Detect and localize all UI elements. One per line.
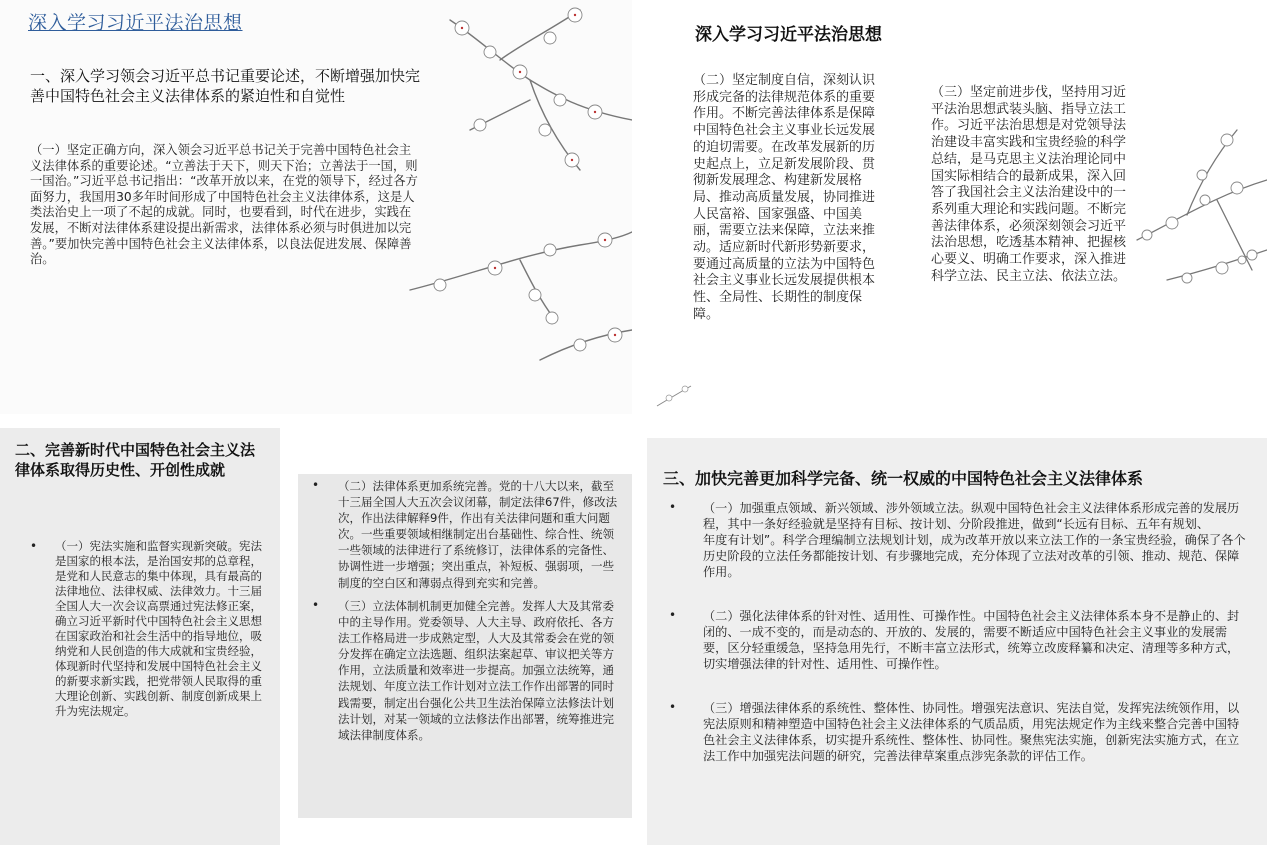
bullet-marker: • xyxy=(669,700,677,714)
bullet-marker: • xyxy=(30,539,38,553)
slide-4-title: 三、加快完善更加科学完备、统一权威的中国特色社会主义法律体系 xyxy=(663,469,1144,488)
slide-1-paragraph: （一）坚定正确方向，深入领会习近平总书记关于完善中国特色社会主义法律体系的重要论述。“立善法于天下，则天下治；立善法于一国，则一国治。”习近平总书记指出：“改革开放以来，在党的领导下，经过各方面努力，我国用30多年时间形成了中国特色社会主义法律体系，这是人类法治史上一项了不起的成就。同时，也要看到，时代在进步，实践在发展，不断对法律体系建设提出新需求，法律体系必须与时俱进加以完善。”要加快完善中国特色社会主义法律体系，以良法促进发展、保障善治。 xyxy=(30,143,418,267)
slide-3-left-paragraph: （一）宪法实施和监督实现新突破。宪法是国家的根本法，是治国安邦的总章程，是党和人民意志的集中体现，具有最高的法律地位、法律权威、法律效力。十三届全国人大一次会议高票通过宪法修正案，确立习近平新时代中国特色社会主义思想在国家政治和社会生活中的指导地位，吸纳党和人民创造的伟大成就和宝贵经验，体现新时代坚持和发展中国特色社会主义的新要求新实践，把党带领人民取得的重大理论创新、实践创新、制度创新成果上升为宪法规定。 xyxy=(55,539,262,718)
slide-3-right-panel xyxy=(298,474,632,818)
slide-4-paragraph-1: （一）加强重点领域、新兴领域、涉外领域立法。纵观中国特色社会主义法律体系形成完善的发展历 程，其中一条好经验就是坚持有目标、按计划、分阶段推进，做到“长远有目标、五年有规划、 年度有计划”。科学合理编制立法规划计划，成为改革开放以来立法工作的一条宝贵经验，确保了各个 历史阶段的立法任务都能按计划、有步骤地完成，充分体现了立法对改革的引领、推动、规范、保障 作用。 xyxy=(703,501,1246,579)
slide-4-paragraph-3: （三）增强法律体系的系统性、整体性、协同性。增强宪法意识、宪法自觉，发挥宪法统领作用，以 宪法原则和精神塑造中国特色社会主义法律体系的气质品质，用宪法规定作为主线来整合完善中国特 色社会主义法律体系，切实提升系统性、整体性、协同性。聚焦宪法实施，创新宪法实施方式，在立 法工作中加强宪法问题的研究，完善法律草案重点涉宪条款的评估工作。 xyxy=(703,701,1240,763)
slide-1 xyxy=(0,0,632,414)
slide-3 xyxy=(0,428,632,845)
slide-2-title: 深入学习习近平法治思想 xyxy=(695,25,882,45)
slide-3-left-panel xyxy=(0,428,280,845)
slide-1-heading: 一、深入学习领会习近平总书记重要论述，不断增强加快完善中国特色社会主义法律体系的紧迫性和自觉性 xyxy=(30,67,421,105)
slide-4-paragraph-2: （二）强化法律体系的针对性、适用性、可操作性。中国特色社会主义法律体系本身不是静止的、封 闭的、一成不变的，而是动态的、开放的、发展的，需要不断适应中国特色社会主义事业的发展需 要，区分轻重缓急，坚持急用先行，不断丰富立法形式，统筹立改废释纂和决定、清理等多种方式， 切实增强法律的针对性、适用性、可操作性。 xyxy=(703,609,1240,671)
plum-blossom-twig-illustration xyxy=(655,378,695,410)
slide-3-right-paragraph-2: （三）立法体制机制更加健全完善。发挥人大及其常委 中的主导作用。党委领导、人大主导、政府依托、各方 法工作格局进一步成熟定型，人大及其常委会在党的领 分发挥在确定立法选题、组织法案起草、审议把关等方 作用，立法质量和效率进一步提高。加强立法统筹，通 法规划、年度立法工作计划对立法工作作出部署的同时 践需要，制定出台强化公共卫生法治保障立法修法计划 法计划，对某一领域的立法修法作出部署，统筹推进完 域法律制度体系。 xyxy=(338,599,614,742)
slide-1-title: 深入学习习近平法治思想 xyxy=(28,12,243,34)
slide-3-right-paragraph-1: （二）法律体系更加系统完善。党的十八大以来，截至 十三届全国人大五次会议闭幕，制定法律67件，修改法 次，作出法律解释9件，作出有关法律问题和重大问题 次。一些重要领域相继制定出台基础性、综合性、统领 一些领域的法律进行了系统修订，法律体系的完备性、 协调性进一步增强；突出重点，补短板、强弱项，一些 制度的空白区和薄弱点得到充实和完善。 xyxy=(338,479,618,590)
bullet-marker: • xyxy=(312,598,320,612)
bullet-marker: • xyxy=(669,608,677,622)
slide-4 xyxy=(647,438,1267,845)
bullet-marker: • xyxy=(669,500,677,514)
slide-2-column-2: （三）坚定前进步伐，坚持用习近平法治思想武装头脑、指导立法工作。习近平法治思想是对党领导法治建设丰富实践和宝贵经验的科学总结，是马克思主义法治理论同中国实际相结合的最新成果，深入回答了我国社会主义法治建设中的一系列重大理论和实践问题。不断完善法律体系，必须深刻领会习近平法治思想，吃透基本精神、把握核心要义、明确工作要求，深入推进科学立法、民主立法、依法立法。 xyxy=(931,85,1127,284)
slide-2 xyxy=(647,0,1267,414)
slide-3-title: 二、完善新时代中国特色社会主义法律体系取得历史性、开创性成就 xyxy=(15,441,256,479)
slide-2-column-1: （二）坚定制度自信，深刻认识形成完备的法律规范体系的重要作用。不断完善法律体系是保障中国特色社会主义事业长远发展的迫切需要。在改革发展新的历史起点上，立足新发展阶段、贯彻新发展理念、构建新发展格局、推动高质量发展，协同推进人民富裕、国家强盛、中国美丽，需要立法来保障，立法来推动。适应新时代新形势新要求，要通过高质量的立法为中国特色社会主义事业长远发展提供根本性、全局性、长期性的制度保障。 xyxy=(693,73,876,322)
plum-blossom-branch-illustration xyxy=(1127,100,1267,310)
bullet-marker: • xyxy=(312,478,320,492)
